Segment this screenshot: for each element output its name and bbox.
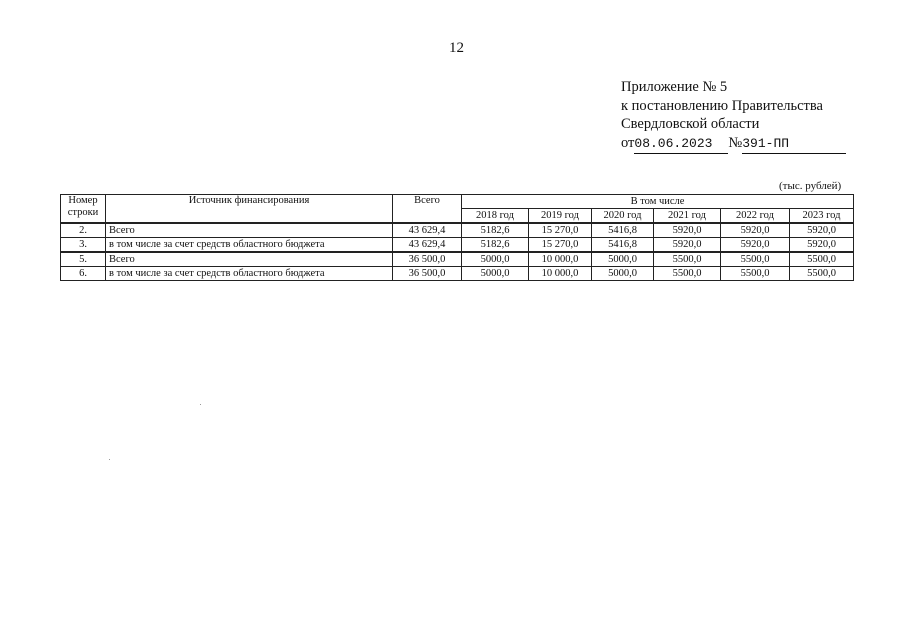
page-number: 12 [449, 40, 464, 56]
row-value: 5500,0 [721, 252, 790, 267]
header-year: 2020 год [592, 209, 654, 224]
row-value: 5500,0 [790, 252, 854, 267]
row-value: 5000,0 [592, 267, 654, 281]
row-value: 15 270,0 [529, 223, 592, 238]
row-value: 5920,0 [790, 238, 854, 253]
row-total: 43 629,4 [393, 223, 462, 238]
header-year: 2022 год [721, 209, 790, 224]
row-number: 3. [61, 238, 106, 253]
appendix-header [621, 78, 846, 154]
row-value: 10 000,0 [529, 252, 592, 267]
row-value: 15 270,0 [529, 238, 592, 253]
row-total: 36 500,0 [393, 267, 462, 281]
row-value: 5000,0 [592, 252, 654, 267]
row-number: 6. [61, 267, 106, 281]
row-source: Всего [106, 252, 393, 267]
row-value: 5500,0 [654, 252, 721, 267]
row-value: 5182,6 [462, 223, 529, 238]
row-number: 5. [61, 252, 106, 267]
resolution-number: 391-ПП [742, 135, 846, 155]
number-sign: № [728, 134, 743, 151]
appendix-region-line: Свердловской области [621, 116, 760, 132]
appendix-title: Приложение № 5 [621, 79, 728, 95]
row-value: 5500,0 [790, 267, 854, 281]
row-value: 5920,0 [721, 238, 790, 253]
row-value: 5920,0 [654, 238, 721, 253]
header-including: В том числе [462, 195, 854, 209]
row-value: 5182,6 [462, 238, 529, 253]
row-value: 10 000,0 [529, 267, 592, 281]
header-year: 2023 год [790, 209, 854, 224]
row-value: 5000,0 [462, 252, 529, 267]
table-row [61, 267, 854, 281]
header-row-1 [61, 195, 854, 209]
row-value: 5416,8 [592, 223, 654, 238]
row-value: 5500,0 [721, 267, 790, 281]
table-row [61, 238, 854, 253]
header-source: Источник финансирования [106, 195, 393, 224]
row-total: 36 500,0 [393, 252, 462, 267]
row-value: 5416,8 [592, 238, 654, 253]
table-row [61, 252, 854, 267]
row-value: 5920,0 [790, 223, 854, 238]
row-value: 5920,0 [721, 223, 790, 238]
resolution-date: 08.06.2023 [634, 135, 728, 155]
row-source: Всего [106, 223, 393, 238]
row-value: 5000,0 [462, 267, 529, 281]
header-year: 2018 год [462, 209, 529, 224]
row-source: в том числе за счет средств областного бюджета [106, 238, 393, 253]
row-value: 5500,0 [654, 267, 721, 281]
table-row [61, 223, 854, 238]
header-year: 2021 год [654, 209, 721, 224]
row-source: в том числе за счет средств областного бюджета [106, 267, 393, 281]
header-total: Всего [393, 195, 462, 224]
appendix-date-line [621, 134, 846, 155]
header-row-number: Номер строки [61, 195, 106, 224]
units-label: (тыс. рублей) [779, 180, 842, 192]
financing-table [60, 194, 854, 281]
row-value: 5920,0 [654, 223, 721, 238]
appendix-resolution-line: к постановлению Правительства [621, 97, 823, 114]
scan-speck [109, 459, 110, 460]
row-total: 43 629,4 [393, 238, 462, 253]
from-prefix: от [621, 134, 635, 151]
header-year: 2019 год [529, 209, 592, 224]
row-number: 2. [61, 223, 106, 238]
scan-speck [200, 404, 201, 405]
